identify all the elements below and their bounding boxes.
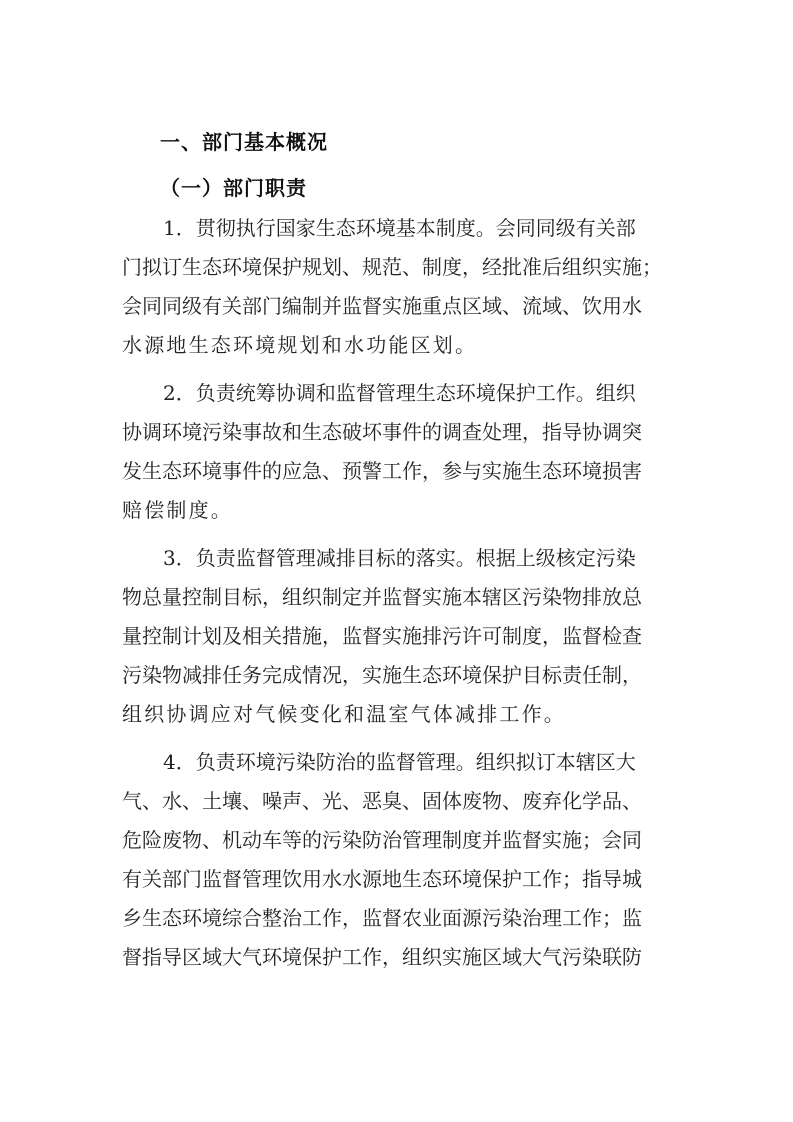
text-line: 组织协调应对气候变化和温室气体减排工作。	[122, 702, 566, 726]
text-line: 发生态环境事件的应急、预警工作，参与实施生态环境损害	[122, 459, 642, 483]
text-line: 有关部门监督管理饮用水水源地生态环境保护工作；指导城	[122, 867, 642, 891]
text-line: 物总量控制目标，组织制定并监督实施本辖区污染物排放总	[122, 585, 642, 609]
text-line: 量控制计划及相关措施，监督实施排污许可制度，监督检查	[122, 624, 642, 648]
text-line: 污染物减排任务完成情况，实施生态环境保护目标责任制，	[122, 663, 642, 687]
text-line: 危险废物、机动车等的污染防治管理制度并监督实施；会同	[122, 828, 642, 852]
text-line: 气、水、土壤、噪声、光、恶臭、固体废物、废弃化学品、	[122, 789, 642, 813]
text-line: 乡生态环境综合整治工作，监督农业面源污染治理工作；监	[122, 906, 642, 930]
text-line: 水源地生态环境规划和水功能区划。	[122, 333, 478, 357]
text-line: 门拟订生态环境保护规划、规范、制度，经批准后组织实施；	[122, 255, 662, 279]
text-line: 2．负责统筹协调和监督管理生态环境保护工作。组织	[163, 381, 636, 405]
text-line: 协调环境污染事故和生态破坏事件的调查处理，指导协调突	[122, 420, 642, 444]
subsection-heading: （一）部门职责	[160, 176, 307, 200]
section-heading: 一、部门基本概况	[160, 130, 328, 154]
text-line: 会同同级有关部门编制并监督实施重点区域、流域、饮用水	[122, 294, 642, 318]
text-line: 赔偿制度。	[122, 498, 233, 522]
text-line: 4．负责环境污染防治的监督管理。组织拟订本辖区大	[163, 750, 636, 774]
text-line: 3．负责监督管理减排目标的落实。根据上级核定污染	[163, 546, 636, 570]
text-line: 督指导区域大气环境保护工作，组织实施区域大气污染联防	[122, 945, 642, 969]
text-line: 1．贯彻执行国家生态环境基本制度。会同同级有关部	[163, 216, 636, 240]
